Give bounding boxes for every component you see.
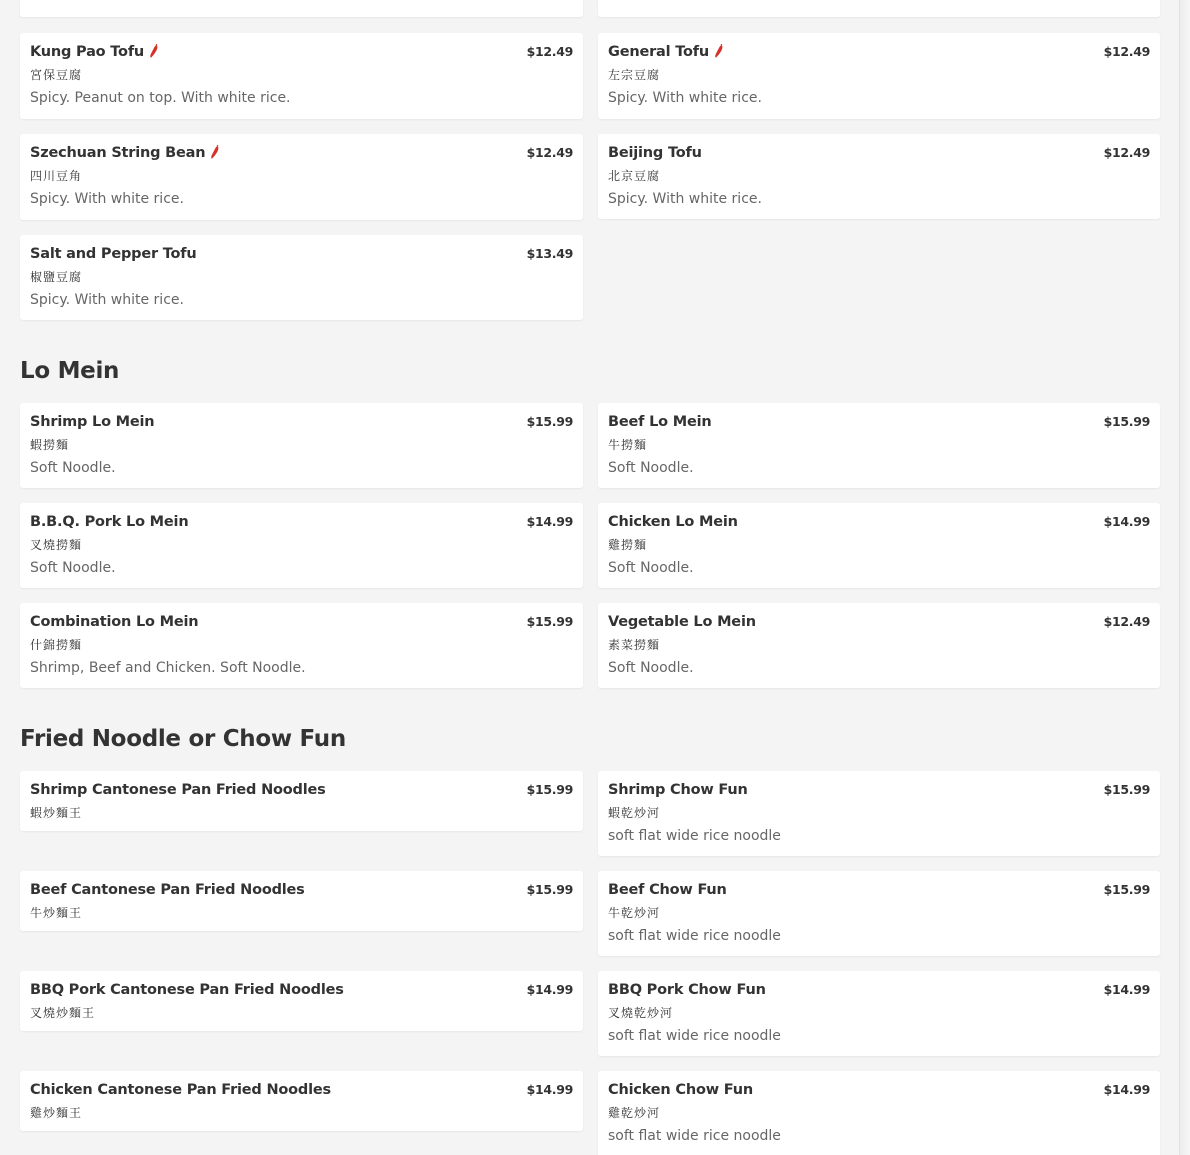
chili-pepper-icon [149,44,159,58]
item-chinese-name: 蝦撈麵 [30,438,70,452]
item-description: Soft Noodle. [608,660,694,676]
item-price: $15.99 [1103,882,1150,897]
menu-item-salt-pepper-tofu[interactable] [20,235,583,320]
item-name [30,145,220,161]
menu-item-szechuan-string-bean[interactable] [20,134,583,220]
item-name: Shrimp Chow Fun [608,782,748,798]
item-description: soft flat wide rice noodle [608,1028,781,1044]
item-description: Soft Noodle. [608,460,694,476]
item-name-text: General Tofu [608,44,710,60]
item-chinese-name: 雞乾炒河 [608,1106,661,1120]
menu-item-shrimp-chow-fun[interactable] [598,771,1160,856]
item-name: BBQ Pork Cantonese Pan Fried Noodles [30,982,344,998]
item-chinese-name: 宮保豆腐 [30,68,83,82]
item-price: $15.99 [526,882,573,897]
item-chinese-name: 左宗豆腐 [608,68,661,82]
item-price: $14.99 [526,982,573,997]
item-chinese-name: 叉燒乾炒河 [608,1006,674,1020]
item-price: $14.99 [526,514,573,529]
item-price: $12.49 [526,145,573,160]
item-description: Spicy. With white rice. [30,191,184,207]
item-name: BBQ Pork Chow Fun [608,982,766,998]
item-description: soft flat wide rice noodle [608,1128,781,1144]
item-price: $14.99 [1103,514,1150,529]
chili-pepper-icon [210,145,220,159]
item-chinese-name: 叉燒撈麵 [30,538,83,552]
item-chinese-name: 北京豆腐 [608,169,661,183]
item-name [608,44,724,60]
item-description: Spicy. With white rice. [30,292,184,308]
item-name: Beef Chow Fun [608,882,727,898]
item-price: $12.49 [526,44,573,59]
item-price: $13.49 [526,246,573,261]
item-price: $15.99 [1103,414,1150,429]
item-chinese-name: 牛炒麵王 [30,906,83,920]
section-title-lo-mein: Lo Mein [20,358,120,384]
item-chinese-name: 牛撈麵 [608,438,648,452]
menu-item-chicken-lo-mein[interactable] [598,503,1160,588]
item-name [30,44,159,60]
item-description: Soft Noodle. [30,460,116,476]
item-price: $15.99 [526,414,573,429]
item-price: $12.49 [1103,614,1150,629]
item-chinese-name: 叉燒炒麵王 [30,1006,96,1020]
menu-item-beijing-tofu[interactable] [598,134,1160,219]
menu-item-combination-lo-mein[interactable] [20,603,583,688]
page-scrollbar[interactable] [1179,0,1190,1155]
item-chinese-name: 蝦炒麵王 [30,806,83,820]
item-name: Chicken Chow Fun [608,1082,753,1098]
menu-item-card[interactable] [20,0,583,17]
menu-item-chicken-chow-fun[interactable] [598,1071,1160,1155]
item-name: Salt and Pepper Tofu [30,246,197,262]
item-description: Soft Noodle. [608,560,694,576]
item-name: B.B.Q. Pork Lo Mein [30,514,189,530]
menu-item-bbq-pork-cantonese-noodles[interactable] [20,971,583,1031]
item-chinese-name: 素菜撈麵 [608,638,661,652]
item-name: Shrimp Cantonese Pan Fried Noodles [30,782,326,798]
item-description: Spicy. With white rice. [608,191,762,207]
item-price: $15.99 [526,782,573,797]
item-name: Chicken Lo Mein [608,514,738,530]
menu-item-shrimp-cantonese-noodles[interactable] [20,771,583,831]
item-name: Combination Lo Mein [30,614,199,630]
menu-item-bbq-pork-lo-mein[interactable] [20,503,583,588]
item-name-text: Kung Pao Tofu [30,44,145,60]
item-name: Beef Lo Mein [608,414,712,430]
item-chinese-name: 蝦乾炒河 [608,806,661,820]
item-price: $12.49 [1103,145,1150,160]
menu-item-shrimp-lo-mein[interactable] [20,403,583,488]
menu-item-vegetable-lo-mein[interactable] [598,603,1160,688]
chili-pepper-icon [714,44,724,58]
item-description: Spicy. With white rice. [608,90,762,106]
item-price: $12.49 [1103,44,1150,59]
item-name: Chicken Cantonese Pan Fried Noodles [30,1082,331,1098]
item-name: Beijing Tofu [608,145,702,161]
item-name-text: Szechuan String Bean [30,145,206,161]
menu-item-card[interactable] [598,0,1160,17]
item-description: Shrimp, Beef and Chicken. Soft Noodle. [30,660,306,676]
item-name: Shrimp Lo Mein [30,414,155,430]
menu-item-beef-chow-fun[interactable] [598,871,1160,956]
item-name: Vegetable Lo Mein [608,614,756,630]
menu-item-general-tofu[interactable] [598,33,1160,119]
item-chinese-name: 雞炒麵王 [30,1106,83,1120]
item-chinese-name: 四川豆角 [30,169,83,183]
item-description: Spicy. Peanut on top. With white rice. [30,90,291,106]
item-description: soft flat wide rice noodle [608,828,781,844]
item-price: $15.99 [526,614,573,629]
item-price: $15.99 [1103,782,1150,797]
item-description: soft flat wide rice noodle [608,928,781,944]
item-chinese-name: 椒鹽豆腐 [30,270,83,284]
section-title-fried-noodle: Fried Noodle or Chow Fun [20,726,346,752]
item-chinese-name: 雞撈麵 [608,538,648,552]
menu-item-bbq-pork-chow-fun[interactable] [598,971,1160,1056]
menu-item-kung-pao-tofu[interactable] [20,33,583,119]
item-name: Beef Cantonese Pan Fried Noodles [30,882,305,898]
item-price: $14.99 [1103,982,1150,997]
item-description: Soft Noodle. [30,560,116,576]
item-chinese-name: 什錦撈麵 [30,638,83,652]
item-price: $14.99 [526,1082,573,1097]
menu-item-chicken-cantonese-noodles[interactable] [20,1071,583,1131]
menu-item-beef-lo-mein[interactable] [598,403,1160,488]
item-chinese-name: 牛乾炒河 [608,906,661,920]
item-price: $14.99 [1103,1082,1150,1097]
menu-item-beef-cantonese-noodles[interactable] [20,871,583,931]
